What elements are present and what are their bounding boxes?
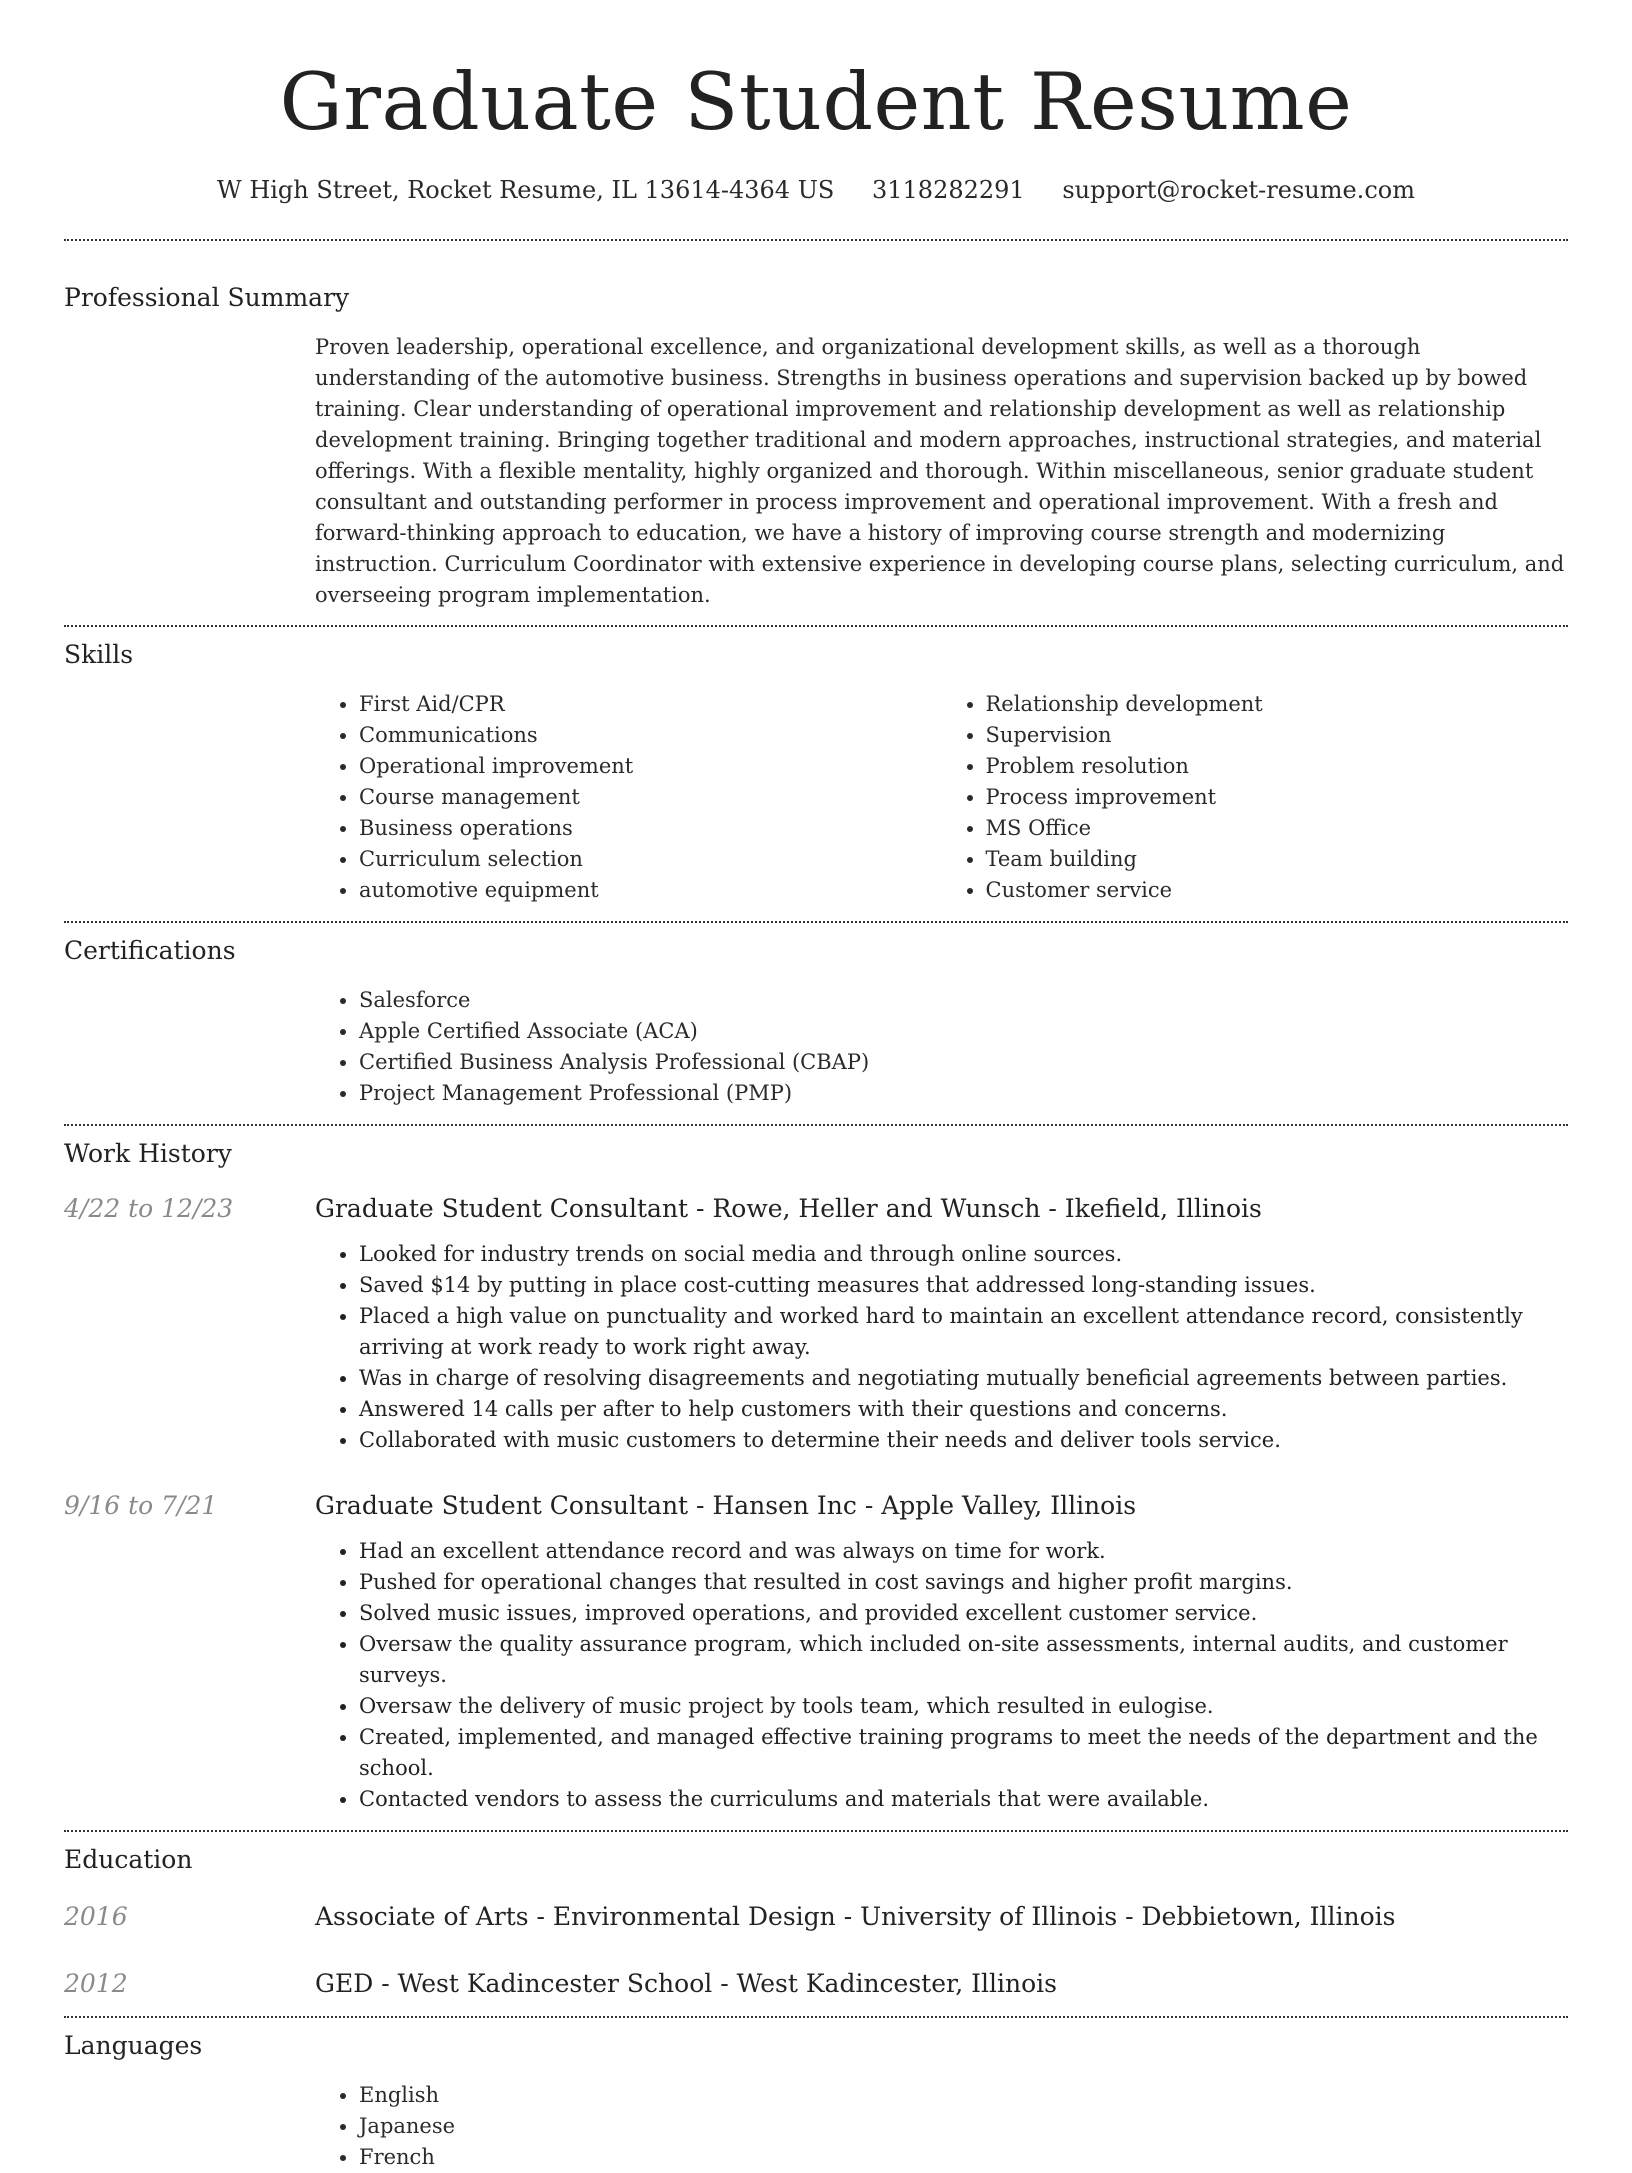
- certification-item: • Apple Certified Associate (ACA): [359, 1016, 1568, 1047]
- job-bullet: • Saved $14 by putting in place cost-cutting measures that addressed long-standing issues.: [359, 1270, 1568, 1301]
- contact-email: support@rocket-resume.com: [1062, 176, 1415, 204]
- divider: [64, 1830, 1568, 1832]
- job-bullets: [315, 1239, 1568, 1456]
- job-company: Hansen Inc - Apple Valley, Illinois: [712, 1491, 1137, 1520]
- skill-item: • Course management: [359, 782, 942, 813]
- divider: [64, 921, 1568, 923]
- languages-list: [315, 2080, 1568, 2173]
- job-company: Rowe, Heller and Wunsch - Ikefield, Illinois: [712, 1194, 1262, 1223]
- skill-item: • Operational improvement: [359, 751, 942, 782]
- certification-item: • Project Management Professional (PMP): [359, 1078, 1568, 1109]
- skill-item: • Business operations: [359, 813, 942, 844]
- job-bullet: • Answered 14 calls per after to help customers with their questions and concerns.: [359, 1394, 1568, 1425]
- education-heading: Associate of Arts - Environmental Design - University of Illinois - Debbietown, Illinois: [315, 1902, 1396, 1931]
- language-item: • French: [359, 2142, 1568, 2173]
- section-title-work-history: Work History: [64, 1139, 232, 1168]
- contact-address: W High Street, Rocket Resume, IL 13614-4364 US: [217, 176, 835, 204]
- job-heading: Graduate Student Consultant - Rowe, Heller and Wunsch - Ikefield, Illinois: [315, 1194, 1262, 1223]
- education-year: 2012: [64, 1969, 128, 1998]
- divider: [64, 239, 1568, 241]
- section-title-skills: Skills: [64, 640, 134, 669]
- education-year: 2016: [64, 1902, 128, 1931]
- skill-item: • Curriculum selection: [359, 844, 942, 875]
- certification-item: • Salesforce: [359, 985, 1568, 1016]
- job-bullet: • Placed a high value on punctuality and worked hard to maintain an excellent attendance record, consistently arriving at work ready to work right away.: [359, 1301, 1568, 1363]
- job-bullet: • Contacted vendors to assess the curriculums and materials that were available.: [359, 1784, 1568, 1815]
- contact-phone: 3118282291: [872, 176, 1025, 204]
- skill-item: • Relationship development: [986, 689, 1569, 720]
- certifications-list: [315, 985, 1568, 1109]
- job-bullet: • Collaborated with music customers to determine their needs and deliver tools service.: [359, 1425, 1568, 1456]
- education-heading: GED - West Kadincester School - West Kadincester, Illinois: [315, 1969, 1057, 1998]
- job-bullet: • Pushed for operational changes that resulted in cost savings and higher profit margins.: [359, 1567, 1568, 1598]
- skill-item: • Process improvement: [986, 782, 1569, 813]
- skill-item: • Problem resolution: [986, 751, 1569, 782]
- skill-item: • First Aid/CPR: [359, 689, 942, 720]
- job-bullet: • Created, implemented, and managed effective training programs to meet the needs of the department and the school.: [359, 1722, 1568, 1784]
- skills-column-right: [942, 689, 1569, 906]
- job-bullet: • Had an excellent attendance record and was always on time for work.: [359, 1536, 1568, 1567]
- certification-item: • Certified Business Analysis Professional (CBAP): [359, 1047, 1568, 1078]
- resume-page: [64, 0, 1568, 2173]
- section-title-certifications: Certifications: [64, 936, 236, 965]
- divider: [64, 625, 1568, 627]
- section-title-education: Education: [64, 1845, 193, 1874]
- job-bullet: • Oversaw the quality assurance program, which included on-site assessments, internal audits, and customer surveys.: [359, 1629, 1568, 1691]
- job-bullet: • Looked for industry trends on social media and through online sources.: [359, 1239, 1568, 1270]
- job-entry: [64, 1192, 1568, 1456]
- divider: [64, 2016, 1568, 2018]
- skills-column-left: [315, 689, 942, 906]
- job-dates: 4/22 to 12/23: [64, 1194, 234, 1223]
- skill-item: • Supervision: [986, 720, 1569, 751]
- contact-line: [64, 174, 1568, 206]
- divider: [64, 1124, 1568, 1126]
- job-bullet: • Oversaw the delivery of music project by tools team, which resulted in eulogise.: [359, 1691, 1568, 1722]
- skill-item: • Customer service: [986, 875, 1569, 906]
- skills-list: [315, 689, 1568, 906]
- section-title-languages: Languages: [64, 2031, 203, 2060]
- skill-item: • automotive equipment: [359, 875, 942, 906]
- language-item: • Japanese: [359, 2111, 1568, 2142]
- job-title: Graduate Student Consultant: [315, 1491, 689, 1520]
- skill-item: • Team building: [986, 844, 1569, 875]
- job-bullet: • Solved music issues, improved operations, and provided excellent customer service.: [359, 1598, 1568, 1629]
- job-bullet: • Was in charge of resolving disagreements and negotiating mutually beneficial agreements between parties.: [359, 1363, 1568, 1394]
- skill-item: • Communications: [359, 720, 942, 751]
- education-entry: [64, 1967, 1568, 2001]
- skill-item: • MS Office: [986, 813, 1569, 844]
- resume-title: Graduate Student Resume: [279, 56, 1353, 148]
- job-entry: [64, 1489, 1568, 1815]
- job-heading: Graduate Student Consultant - Hansen Inc - Apple Valley, Illinois: [315, 1491, 1137, 1520]
- section-title-summary: Professional Summary: [64, 283, 350, 312]
- language-item: • English: [359, 2080, 1568, 2111]
- job-bullets: [315, 1536, 1568, 1815]
- job-title: Graduate Student Consultant: [315, 1194, 689, 1223]
- summary-text: Proven leadership, operational excellence, and organizational development skills, as well as a thorough understanding of the automotive business. Strengths in business operations and supervision backed up by bowed training. Clear understanding of operational improvement and relationship development as well as relationship development training. Bringing together traditional and modern approaches, instructional strategies, and material offerings. With a flexible mentality, highly organized and thorough. Within miscellaneous, senior graduate student consultant and outstanding performer in process improvement and operational improvement. With a fresh and forward-thinking approach to education, we have a history of improving course strength and modernizing instruction. Curriculum Coordinator with extensive experience in developing course plans, selecting curriculum, and overseeing program implementation.: [315, 335, 1565, 607]
- job-dates: 9/16 to 7/21: [64, 1491, 218, 1520]
- education-entry: [64, 1900, 1568, 1934]
